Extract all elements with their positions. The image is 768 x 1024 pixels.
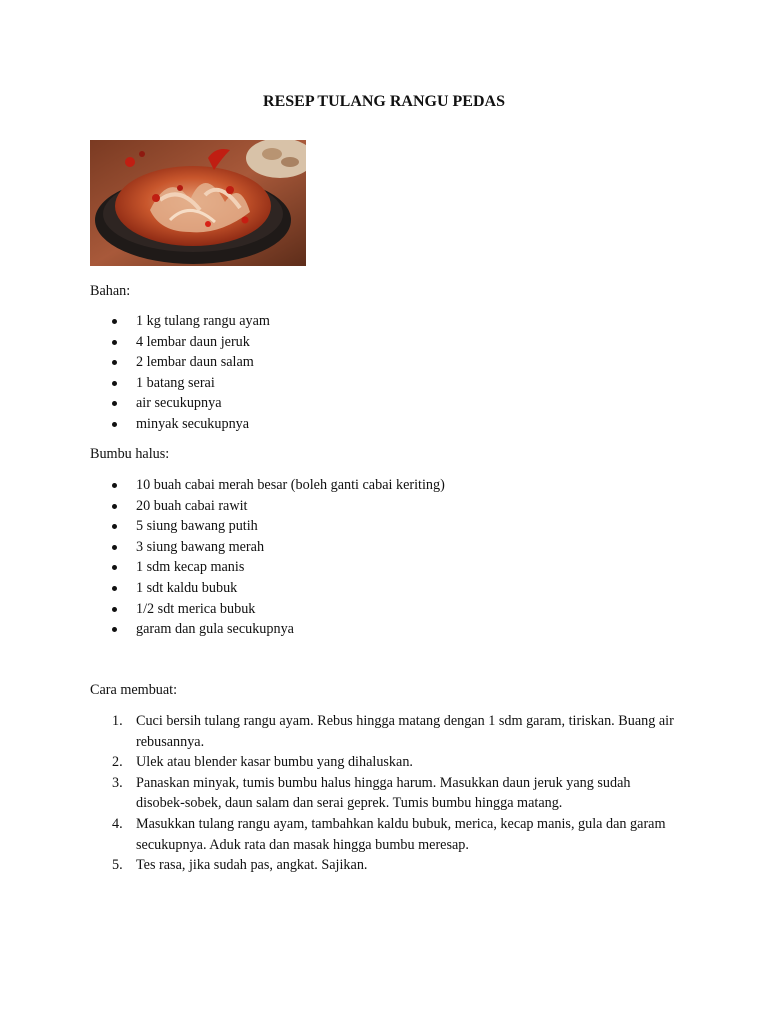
bullet-icon bbox=[112, 401, 117, 406]
step-item bbox=[90, 773, 680, 814]
list-item: 1 batang serai bbox=[90, 373, 680, 394]
bullet-icon bbox=[112, 381, 117, 386]
cara-steps bbox=[90, 711, 680, 876]
step-item bbox=[90, 711, 680, 752]
bullet-icon bbox=[112, 586, 117, 591]
list-item: 5 siung bawang putih bbox=[90, 516, 680, 537]
step-text: Tes rasa, jika sudah pas, angkat. Sajikan. bbox=[136, 857, 368, 874]
step-number: 4. bbox=[112, 815, 123, 832]
list-item: 1 kg tulang rangu ayam bbox=[90, 311, 680, 332]
step-text: Panaskan minyak, tumis bumbu halus hingga harum. Masukkan daun jeruk yang sudah disobek-sobek, daun salam dan serai geprek. Tumis bumbu hingga matang. bbox=[136, 774, 631, 812]
bullet-icon bbox=[112, 483, 117, 488]
bullet-icon bbox=[112, 422, 117, 427]
bullet-icon bbox=[112, 360, 117, 365]
bullet-icon bbox=[112, 340, 117, 345]
list-item: 2 lembar daun salam bbox=[90, 352, 680, 373]
bullet-icon bbox=[112, 607, 117, 612]
list-item: air secukupnya bbox=[90, 393, 680, 414]
bumbu-label: Bumbu halus: bbox=[90, 446, 170, 462]
list-item: 1 sdm kecap manis bbox=[90, 557, 680, 578]
step-item bbox=[90, 855, 680, 876]
step-number: 5. bbox=[112, 857, 123, 874]
step-item bbox=[90, 814, 680, 855]
step-text: Cuci bersih tulang rangu ayam. Rebus hingga matang dengan 1 sdm garam, tiriskan. Buang air rebusannya. bbox=[136, 713, 674, 750]
list-item: garam dan gula secukupnya bbox=[90, 619, 680, 640]
list-item: minyak secukupnya bbox=[90, 414, 680, 435]
step-number: 2. bbox=[112, 754, 123, 771]
step-text: Masukkan tulang rangu ayam, tambahkan kaldu bubuk, merica, kecap manis, gula dan garam secukupnya. Aduk rata dan masak hingga bumbu meresap. bbox=[136, 815, 666, 853]
list-item: 4 lembar daun jeruk bbox=[90, 332, 680, 353]
list-item: 1/2 sdt merica bubuk bbox=[90, 599, 680, 620]
list-item: 10 buah cabai merah besar (boleh ganti cabai keriting) bbox=[90, 475, 680, 496]
list-item: 20 buah cabai rawit bbox=[90, 496, 680, 517]
bahan-label: Bahan: bbox=[90, 283, 131, 299]
bullet-icon bbox=[112, 545, 117, 550]
bullet-icon bbox=[112, 319, 117, 324]
step-number: 3. bbox=[112, 774, 123, 791]
step-item bbox=[90, 752, 680, 773]
list-item: 1 sdt kaldu bubuk bbox=[90, 578, 680, 599]
cara-label: Cara membuat: bbox=[90, 682, 178, 698]
bullet-icon bbox=[112, 504, 117, 509]
step-number: 1. bbox=[112, 713, 123, 729]
food-photo bbox=[90, 140, 306, 266]
bullet-icon bbox=[112, 565, 117, 570]
page-title: RESEP TULANG RANGU PEDAS bbox=[263, 93, 505, 110]
bullet-icon bbox=[112, 627, 117, 632]
bullet-icon bbox=[112, 524, 117, 529]
bumbu-list bbox=[90, 475, 680, 640]
step-text: Ulek atau blender kasar bumbu yang dihaluskan. bbox=[136, 754, 413, 771]
bahan-list bbox=[90, 311, 680, 435]
list-item: 3 siung bawang merah bbox=[90, 537, 680, 558]
